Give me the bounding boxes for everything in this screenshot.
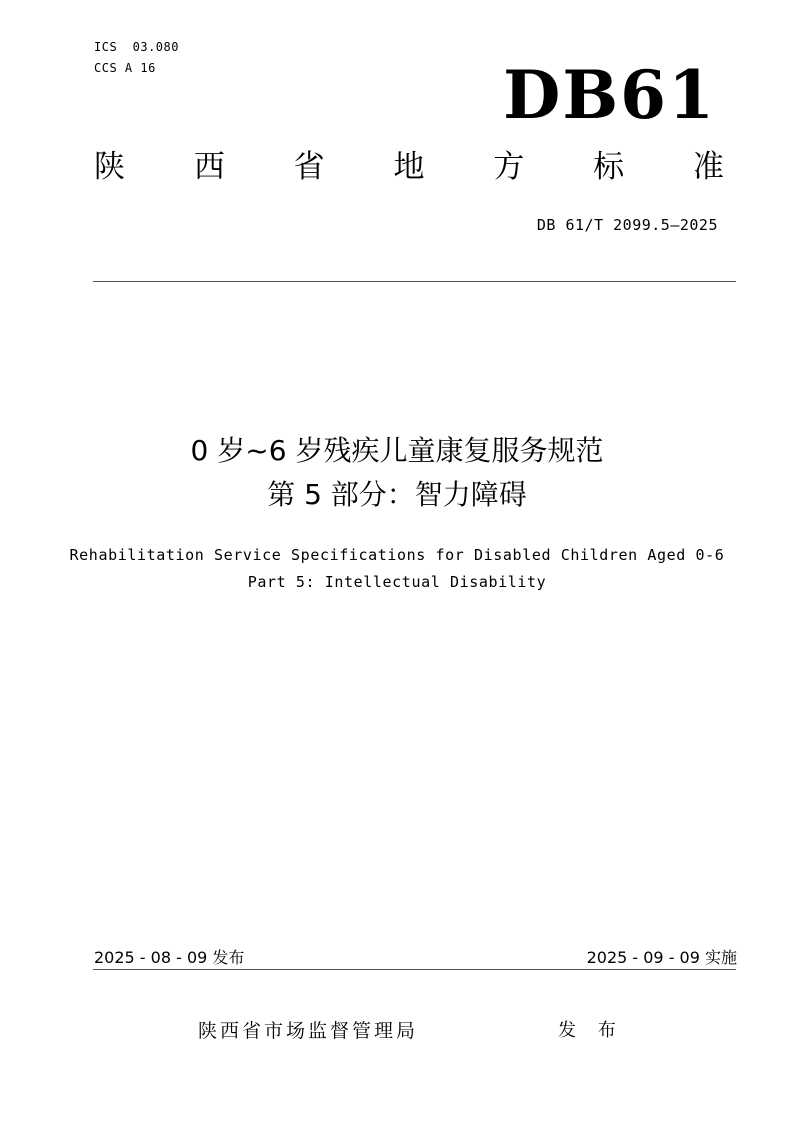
implementation-date: 2025 - 09 - 09 实施 xyxy=(586,948,737,967)
standard-type-heading xyxy=(94,149,724,185)
standard-type-char: 西 xyxy=(193,149,225,185)
standard-type-char: 准 xyxy=(692,149,724,185)
issuing-authority: 陕西省市场监督管理局 xyxy=(198,1020,419,1042)
english-title-line-1: Rehabilitation Service Specifications for Disabled Children Aged 0-6 xyxy=(69,546,725,564)
standard-type-char: 省 xyxy=(293,149,325,185)
standard-type-char: 地 xyxy=(393,149,425,185)
ics-code: ICS 03.080 xyxy=(94,40,179,54)
top-divider xyxy=(93,281,736,282)
standard-number: DB 61/T 2099.5—2025 xyxy=(536,216,718,234)
standard-type-char: 方 xyxy=(493,149,525,185)
standard-code-logo: DB61 xyxy=(503,56,716,134)
ccs-code: CCS A 16 xyxy=(94,61,156,75)
bottom-divider xyxy=(93,969,736,970)
standard-type-char: 标 xyxy=(593,149,625,185)
issue-label: 发 布 xyxy=(558,1020,624,1041)
issue-date: 2025 - 08 - 09 发布 xyxy=(94,948,245,967)
english-title-line-2: Part 5: Intellectual Disability xyxy=(247,573,547,591)
chinese-title-line-1: 0 岁~6 岁残疾儿童康复服务规范 xyxy=(190,434,604,467)
standard-type-char: 陕 xyxy=(94,149,125,185)
chinese-title-line-2: 第 5 部分：智力障碍 xyxy=(267,478,527,511)
